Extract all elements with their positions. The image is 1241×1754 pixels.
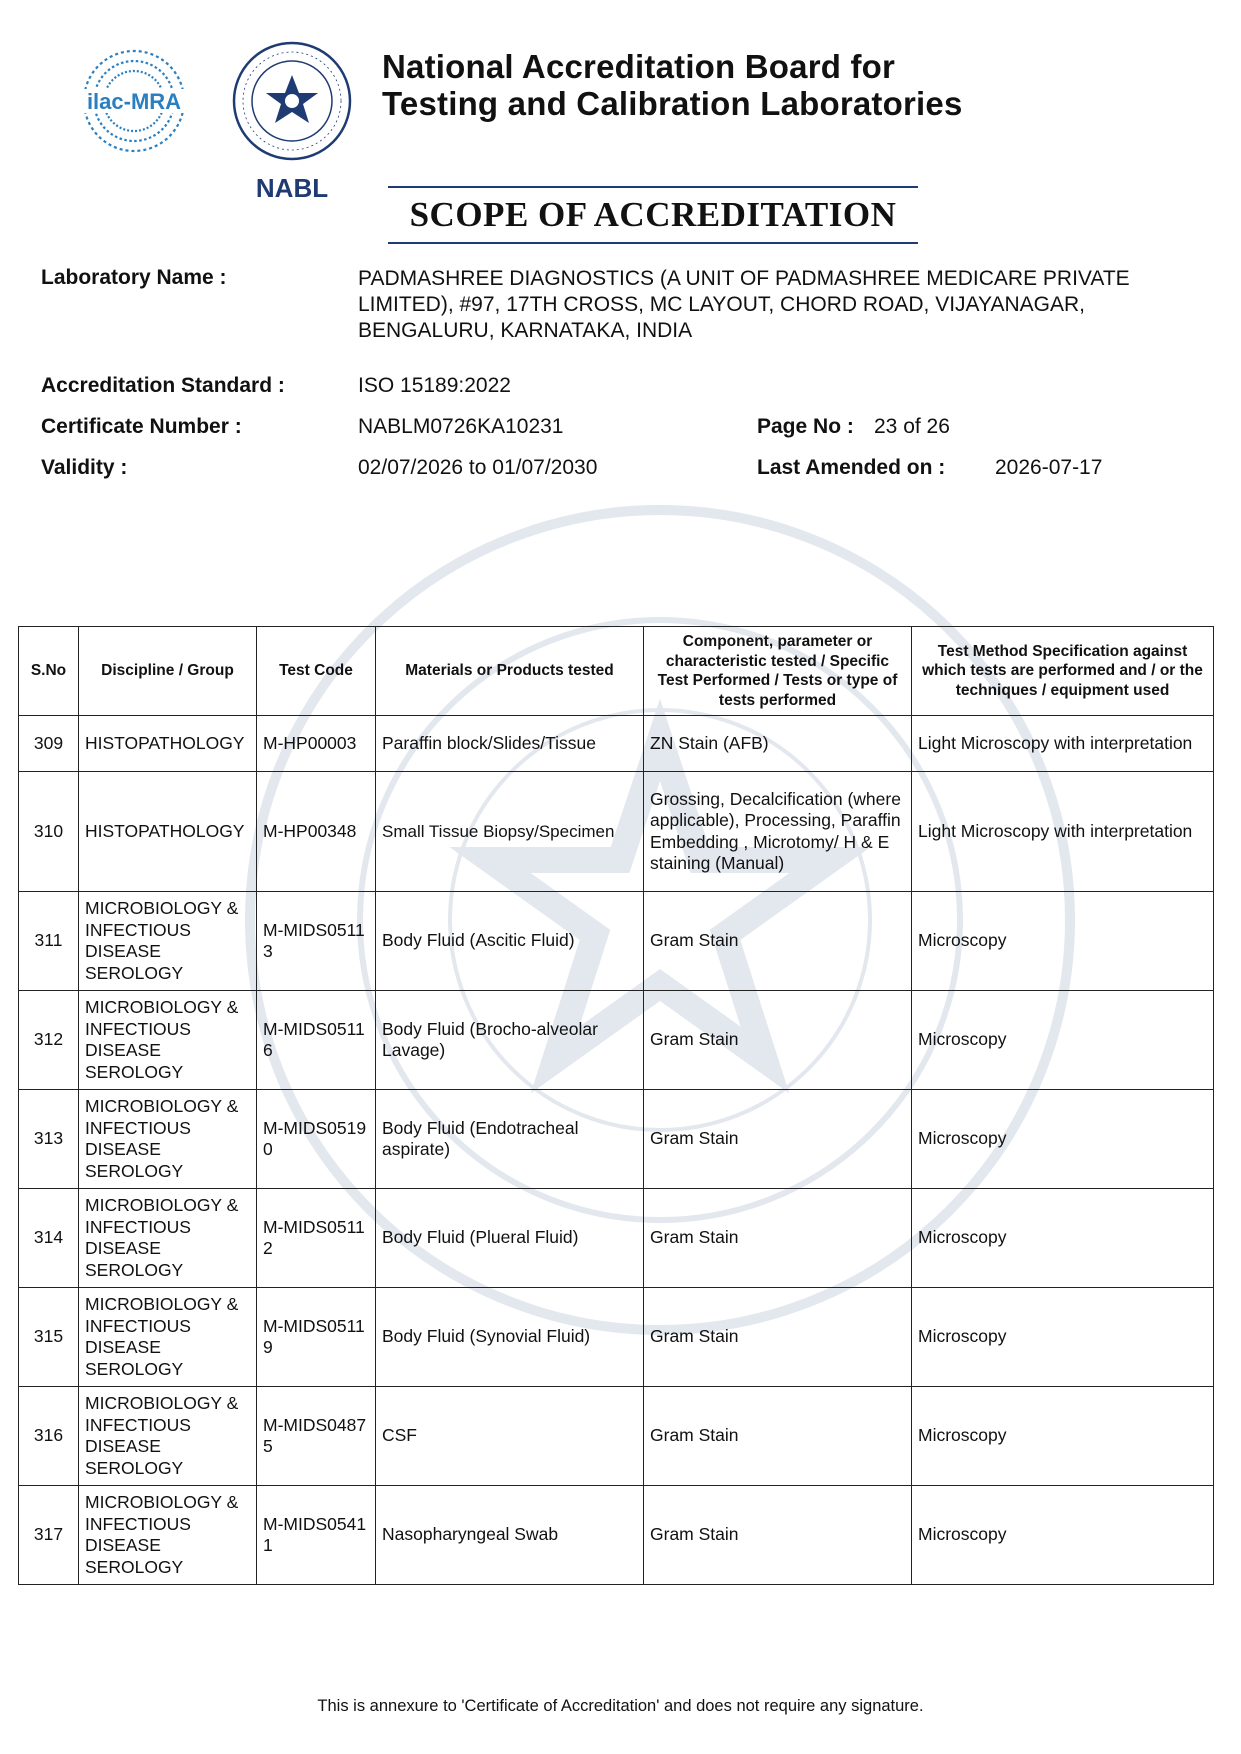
cell-component: Gram Stain [644,1387,912,1486]
nabl-text: NABL [255,173,329,203]
cell-method: Microscopy [912,1288,1214,1387]
cell-test-code: M-MIDS05190 [257,1090,376,1189]
cell-component: Gram Stain [644,892,912,991]
cell-method: Light Microscopy with interpretation [912,772,1214,892]
ilac-mra-logo [74,45,194,157]
cell-discipline: HISTOPATHOLOGY [79,772,257,892]
col-header-test-code: Test Code [257,627,376,716]
certificate-label: Certificate Number : [41,415,242,438]
lab-name-value: PADMASHREE DIAGNOSTICS (A UNIT OF PADMASHREE MEDICARE PRIVATE LIMITED), #97, 17TH CROSS, MC LAYOUT, CHORD ROAD, VIJAYANAGAR, BENGALURU, KARNATAKA, INDIA [358,267,1130,342]
cell-material: Nasopharyngeal Swab [376,1486,644,1585]
table-row [19,1387,1214,1486]
org-title [382,48,963,122]
lab-name-label: Laboratory Name : [41,266,227,289]
page-no-value: 23 of 26 [874,415,950,438]
cell-component: Grossing, Decalcification (where applicable), Processing, Paraffin Embedding , Microtomy/ H & E staining (Manual) [644,772,912,892]
cell-sno: 316 [19,1387,79,1486]
certificate-value: NABLM0726KA10231 [358,415,564,438]
cell-method: Microscopy [912,1387,1214,1486]
validity-label: Validity : [41,456,128,479]
cell-method: Microscopy [912,1486,1214,1585]
cell-discipline: MICROBIOLOGY & INFECTIOUS DISEASE SEROLOGY [79,1189,257,1288]
table-row [19,1090,1214,1189]
cell-discipline: HISTOPATHOLOGY [79,716,257,772]
cell-material: Body Fluid (Ascitic Fluid) [376,892,644,991]
cell-sno: 315 [19,1288,79,1387]
table-row [19,1288,1214,1387]
table-row [19,716,1214,772]
cell-component: ZN Stain (AFB) [644,716,912,772]
ilac-mra-text: ilac-MRA [86,89,182,114]
cell-discipline: MICROBIOLOGY & INFECTIOUS DISEASE SEROLOGY [79,1387,257,1486]
cell-test-code: M-HP00003 [257,716,376,772]
cell-component: Gram Stain [644,1486,912,1585]
table-row [19,1189,1214,1288]
cell-component: Gram Stain [644,991,912,1090]
cell-sno: 311 [19,892,79,991]
last-amended-value: 2026-07-17 [995,456,1103,479]
col-header-materials: Materials or Products tested [376,627,644,716]
page-no-label: Page No : [757,415,854,438]
cell-discipline: MICROBIOLOGY & INFECTIOUS DISEASE SEROLOGY [79,1090,257,1189]
cell-sno: 314 [19,1189,79,1288]
table-row [19,772,1214,892]
cell-sno: 313 [19,1090,79,1189]
cell-sno: 317 [19,1486,79,1585]
col-header-component: Component, parameter or characteristic tested / Specific Test Performed / Tests or type of tests performed [644,627,912,716]
table-row [19,1486,1214,1585]
cell-component: Gram Stain [644,1288,912,1387]
cell-component: Gram Stain [644,1189,912,1288]
col-header-sno: S.No [19,627,79,716]
cell-sno: 309 [19,716,79,772]
standard-label: Accreditation Standard : [41,374,285,397]
scope-title-box [388,186,918,244]
cell-test-code: M-MIDS05113 [257,892,376,991]
scope-title: SCOPE OF ACCREDITATION [409,195,897,234]
nabl-logo [230,35,354,205]
cell-sno: 310 [19,772,79,892]
cell-material: Body Fluid (Endotracheal aspirate) [376,1090,644,1189]
org-title-line2: Testing and Calibration Laboratories [382,85,963,122]
table-header-row [19,627,1214,716]
standard-value: ISO 15189:2022 [358,374,511,397]
cell-discipline: MICROBIOLOGY & INFECTIOUS DISEASE SEROLOGY [79,1486,257,1585]
cell-material: Paraffin block/Slides/Tissue [376,716,644,772]
cell-test-code: M-MIDS05112 [257,1189,376,1288]
col-header-method: Test Method Specification against which tests are performed and / or the techniques / equipment used [912,627,1214,716]
cell-discipline: MICROBIOLOGY & INFECTIOUS DISEASE SEROLOGY [79,892,257,991]
footer-note: This is annexure to 'Certificate of Accreditation' and does not require any signature. [317,1697,924,1715]
table-row [19,991,1214,1090]
cell-material: CSF [376,1387,644,1486]
cell-component: Gram Stain [644,1090,912,1189]
validity-value: 02/07/2026 to 01/07/2030 [358,456,598,479]
cell-method: Microscopy [912,892,1214,991]
cell-test-code: M-MIDS04875 [257,1387,376,1486]
cell-test-code: M-MIDS05411 [257,1486,376,1585]
last-amended-label: Last Amended on : [757,456,946,479]
table-row [19,892,1214,991]
cell-sno: 312 [19,991,79,1090]
cell-material: Small Tissue Biopsy/Specimen [376,772,644,892]
cell-method: Microscopy [912,1189,1214,1288]
cell-test-code: M-MIDS05116 [257,991,376,1090]
cell-material: Body Fluid (Synovial Fluid) [376,1288,644,1387]
col-header-discipline: Discipline / Group [79,627,257,716]
cell-discipline: MICROBIOLOGY & INFECTIOUS DISEASE SEROLOGY [79,991,257,1090]
cell-test-code: M-HP00348 [257,772,376,892]
cell-method: Light Microscopy with interpretation [912,716,1214,772]
cell-method: Microscopy [912,991,1214,1090]
cell-method: Microscopy [912,1090,1214,1189]
scope-table [18,626,1214,1585]
cell-material: Body Fluid (Plueral Fluid) [376,1189,644,1288]
cell-test-code: M-MIDS05119 [257,1288,376,1387]
cell-discipline: MICROBIOLOGY & INFECTIOUS DISEASE SEROLOGY [79,1288,257,1387]
cell-material: Body Fluid (Brocho-alveolar Lavage) [376,991,644,1090]
org-title-line1: National Accreditation Board for [382,48,896,85]
